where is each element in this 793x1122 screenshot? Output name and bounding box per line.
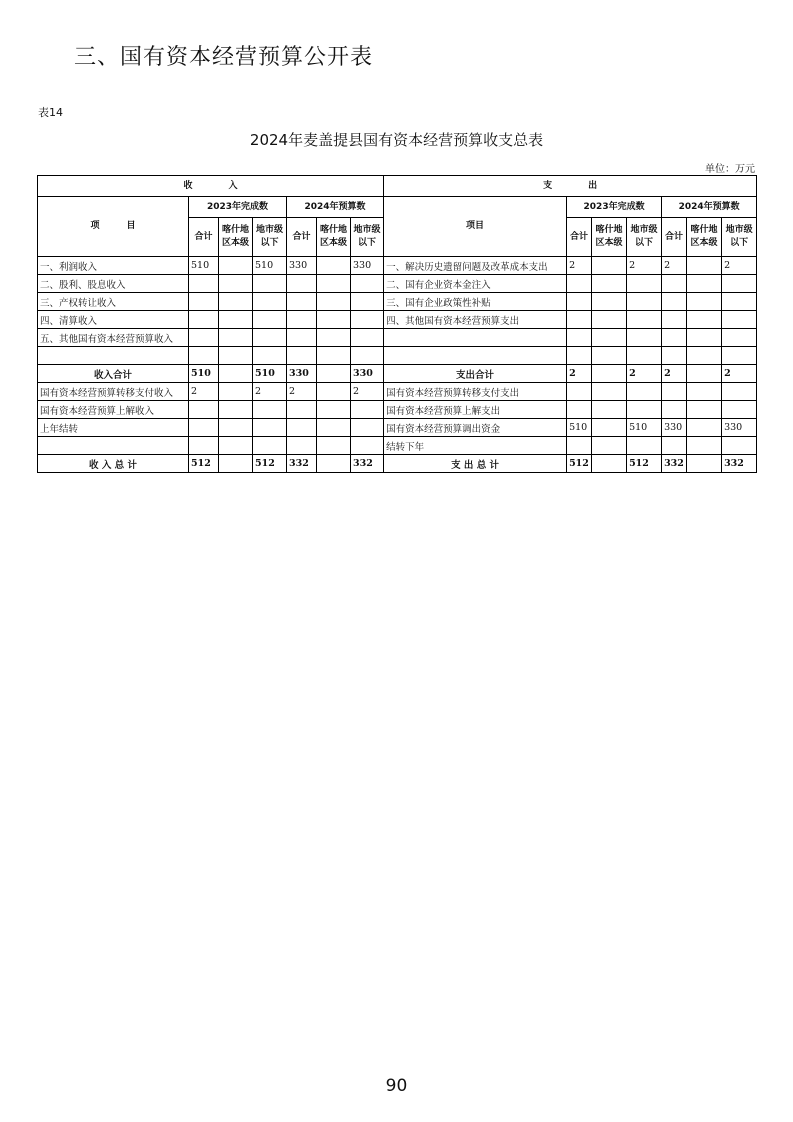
expense-value: 2 <box>627 365 662 383</box>
expense-value: 2 <box>567 365 592 383</box>
table-row <box>38 365 757 383</box>
col-total: 合计 <box>189 218 219 257</box>
income-value <box>351 401 384 419</box>
expense-value <box>722 347 757 365</box>
income-value: 512 <box>189 455 219 473</box>
expense-value <box>687 257 722 275</box>
expense-item: 结转下年 <box>384 437 567 455</box>
expense-value <box>687 347 722 365</box>
col-county: 喀什地区本级 <box>219 218 253 257</box>
income-value <box>189 293 219 311</box>
expense-value <box>592 293 627 311</box>
expense-item: 三、国有企业政策性补贴 <box>384 293 567 311</box>
income-value: 510 <box>189 365 219 383</box>
income-value <box>317 455 351 473</box>
expense-value <box>567 437 592 455</box>
expense-value <box>567 347 592 365</box>
item-header-left: 项 目 <box>38 197 189 257</box>
expense-value <box>627 329 662 347</box>
income-value: 510 <box>253 257 287 275</box>
income-value: 332 <box>287 455 317 473</box>
expense-value <box>592 437 627 455</box>
income-value <box>189 437 219 455</box>
expense-value <box>567 401 592 419</box>
table-row <box>38 401 757 419</box>
income-value <box>317 275 351 293</box>
expense-value <box>627 401 662 419</box>
income-value <box>287 419 317 437</box>
income-item: 四、清算收入 <box>38 311 189 329</box>
income-item: 一、利润收入 <box>38 257 189 275</box>
expense-value: 332 <box>722 455 757 473</box>
expense-value <box>592 347 627 365</box>
table-row <box>38 257 757 275</box>
col-county: 喀什地区本级 <box>592 218 627 257</box>
income-value <box>219 437 253 455</box>
expense-value: 2 <box>627 257 662 275</box>
expense-value <box>722 311 757 329</box>
income-value <box>253 275 287 293</box>
income-value <box>351 419 384 437</box>
expense-value <box>662 329 687 347</box>
income-value <box>219 257 253 275</box>
income-value: 332 <box>351 455 384 473</box>
expense-value <box>722 437 757 455</box>
budget-summary-table <box>37 175 757 473</box>
expense-value <box>687 437 722 455</box>
expense-value <box>627 437 662 455</box>
income-value <box>287 293 317 311</box>
expense-value: 2 <box>722 365 757 383</box>
expense-value <box>567 383 592 401</box>
expense-value <box>662 347 687 365</box>
table-row <box>38 419 757 437</box>
income-value <box>219 455 253 473</box>
expense-value <box>722 293 757 311</box>
expense-value <box>687 455 722 473</box>
income-value <box>351 311 384 329</box>
expense-value <box>592 275 627 293</box>
expense-value <box>567 329 592 347</box>
col-lower: 地市级以下 <box>627 218 662 257</box>
income-value <box>219 365 253 383</box>
income-value <box>351 437 384 455</box>
expense-value: 2 <box>662 365 687 383</box>
expense-item: 国有资本经营预算调出资金 <box>384 419 567 437</box>
income-value <box>189 311 219 329</box>
income-item: 上年结转 <box>38 419 189 437</box>
table-row <box>38 437 757 455</box>
income-value: 510 <box>253 365 287 383</box>
expense-value <box>592 383 627 401</box>
expense-value <box>687 419 722 437</box>
expense-value <box>662 311 687 329</box>
col-lower: 地市级以下 <box>351 218 384 257</box>
income-value <box>219 383 253 401</box>
income-value <box>253 293 287 311</box>
table-number: 表14 <box>38 106 63 119</box>
expense-item: 支出合计 <box>384 365 567 383</box>
expense-value: 330 <box>722 419 757 437</box>
expense-value <box>627 311 662 329</box>
income-value <box>287 329 317 347</box>
income-value <box>287 401 317 419</box>
income-item: 收入合计 <box>38 365 189 383</box>
income-item: 二、股利、股息收入 <box>38 275 189 293</box>
income-value: 330 <box>287 257 317 275</box>
item-header-right: 项目 <box>384 197 567 257</box>
col-county: 喀什地区本级 <box>317 218 351 257</box>
expense-item: 四、其他国有资本经营预算支出 <box>384 311 567 329</box>
expense-value <box>722 383 757 401</box>
expense-value <box>722 275 757 293</box>
expense-item: 国有资本经营预算上解支出 <box>384 401 567 419</box>
income-value <box>219 311 253 329</box>
table-row <box>38 275 757 293</box>
expense-value <box>592 401 627 419</box>
table-row <box>38 347 757 365</box>
year-2024-header-right: 2024年预算数 <box>662 197 757 218</box>
income-item <box>38 437 189 455</box>
col-total: 合计 <box>567 218 592 257</box>
table-title: 2024年麦盖提县国有资本经营预算收支总表 <box>249 131 544 149</box>
income-value <box>317 329 351 347</box>
income-value <box>189 347 219 365</box>
income-value <box>317 293 351 311</box>
income-value <box>253 437 287 455</box>
unit-label: 单位：万元 <box>705 164 755 175</box>
income-value <box>219 275 253 293</box>
income-value <box>253 419 287 437</box>
expense-value <box>592 329 627 347</box>
expense-value <box>687 275 722 293</box>
expense-value <box>567 293 592 311</box>
expense-value <box>662 437 687 455</box>
income-value <box>189 329 219 347</box>
income-value: 330 <box>351 365 384 383</box>
expense-value <box>662 275 687 293</box>
income-value <box>219 401 253 419</box>
year-2024-header-left: 2024年预算数 <box>287 197 384 218</box>
expense-value <box>592 257 627 275</box>
col-county: 喀什地区本级 <box>687 218 722 257</box>
expense-item: 国有资本经营预算转移支付支出 <box>384 383 567 401</box>
income-value <box>287 437 317 455</box>
income-value <box>317 419 351 437</box>
income-value: 510 <box>189 257 219 275</box>
income-value: 330 <box>287 365 317 383</box>
expense-value: 2 <box>722 257 757 275</box>
income-header: 收 入 <box>38 176 384 197</box>
expense-value: 332 <box>662 455 687 473</box>
income-value <box>219 329 253 347</box>
expense-value: 512 <box>567 455 592 473</box>
income-value <box>253 311 287 329</box>
expense-value <box>687 329 722 347</box>
expense-value <box>662 293 687 311</box>
expense-value: 2 <box>662 257 687 275</box>
income-value <box>317 347 351 365</box>
expense-value <box>567 275 592 293</box>
income-item: 三、产权转让收入 <box>38 293 189 311</box>
expense-value <box>567 311 592 329</box>
expense-value: 2 <box>567 257 592 275</box>
income-value <box>317 257 351 275</box>
income-value <box>351 329 384 347</box>
expense-value <box>592 365 627 383</box>
expense-value <box>592 419 627 437</box>
income-item: 五、其他国有资本经营预算收入 <box>38 329 189 347</box>
expense-header: 支 出 <box>384 176 757 197</box>
table-row <box>38 455 757 473</box>
income-value <box>253 329 287 347</box>
income-value <box>287 347 317 365</box>
expense-value <box>687 293 722 311</box>
expense-item: 一、解决历史遗留问题及改革成本支出 <box>384 257 567 275</box>
income-value <box>351 275 384 293</box>
income-value: 330 <box>351 257 384 275</box>
income-value: 2 <box>189 383 219 401</box>
income-value <box>317 383 351 401</box>
income-item: 国有资本经营预算上解收入 <box>38 401 189 419</box>
income-value <box>253 347 287 365</box>
income-value <box>219 419 253 437</box>
expense-value <box>592 311 627 329</box>
col-lower: 地市级以下 <box>722 218 757 257</box>
expense-value <box>722 401 757 419</box>
income-value <box>317 311 351 329</box>
income-item <box>38 347 189 365</box>
income-value <box>189 419 219 437</box>
col-lower: 地市级以下 <box>253 218 287 257</box>
income-value <box>351 347 384 365</box>
expense-item: 支 出 总 计 <box>384 455 567 473</box>
income-value <box>219 347 253 365</box>
income-value <box>189 275 219 293</box>
income-item: 收 入 总 计 <box>38 455 189 473</box>
table-row <box>38 329 757 347</box>
year-2023-header-right: 2023年完成数 <box>567 197 662 218</box>
expense-value <box>687 383 722 401</box>
income-value: 512 <box>253 455 287 473</box>
expense-value: 330 <box>662 419 687 437</box>
income-item: 国有资本经营预算转移支付收入 <box>38 383 189 401</box>
expense-item: 二、国有企业资本金注入 <box>384 275 567 293</box>
col-total: 合计 <box>287 218 317 257</box>
expense-value <box>687 401 722 419</box>
col-total: 合计 <box>662 218 687 257</box>
income-value <box>219 293 253 311</box>
page-number: 90 <box>385 1076 408 1096</box>
income-value <box>317 401 351 419</box>
expense-value <box>627 347 662 365</box>
income-value: 2 <box>287 383 317 401</box>
expense-value <box>627 293 662 311</box>
income-value <box>317 437 351 455</box>
section-heading: 三、国有资本经营预算公开表 <box>74 45 374 70</box>
income-value <box>287 311 317 329</box>
income-value: 2 <box>253 383 287 401</box>
expense-value <box>687 311 722 329</box>
expense-value <box>662 401 687 419</box>
income-value <box>287 275 317 293</box>
expense-value <box>627 383 662 401</box>
expense-value <box>627 275 662 293</box>
income-value <box>253 401 287 419</box>
expense-value: 510 <box>567 419 592 437</box>
expense-value <box>722 329 757 347</box>
expense-item <box>384 347 567 365</box>
income-value <box>317 365 351 383</box>
income-value: 2 <box>351 383 384 401</box>
expense-item <box>384 329 567 347</box>
income-value <box>351 293 384 311</box>
table-row <box>38 293 757 311</box>
table-row <box>38 383 757 401</box>
expense-value <box>592 455 627 473</box>
year-2023-header-left: 2023年完成数 <box>189 197 287 218</box>
expense-value <box>687 365 722 383</box>
expense-value <box>662 383 687 401</box>
expense-value: 512 <box>627 455 662 473</box>
table-row <box>38 311 757 329</box>
expense-value: 510 <box>627 419 662 437</box>
income-value <box>189 401 219 419</box>
